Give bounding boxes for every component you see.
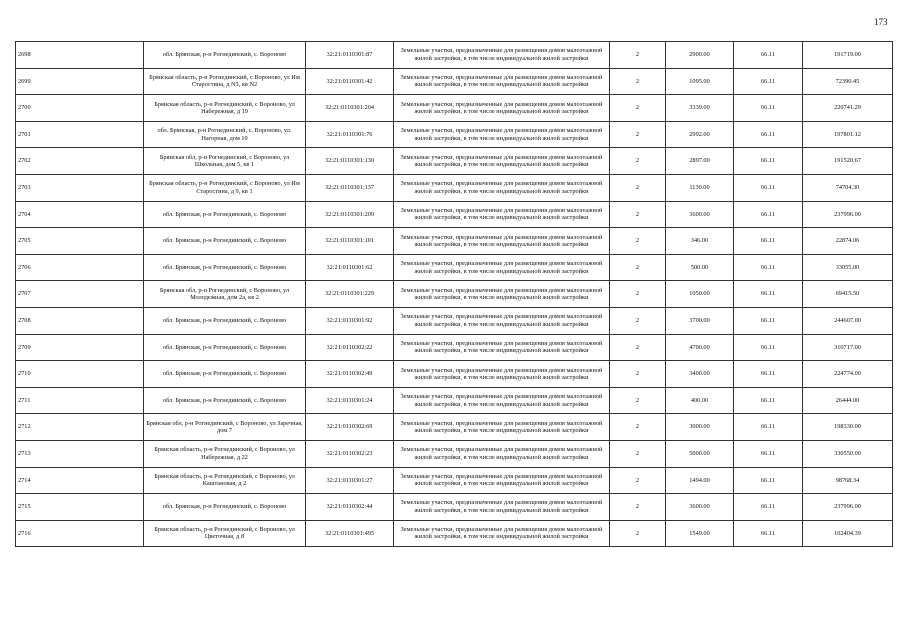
row-number: 2700: [16, 95, 144, 122]
row-specific-value: 66.11: [734, 361, 803, 388]
row-address: обл. Брянская, р-н Рогнединский, с. Вороново: [144, 42, 306, 69]
row-group: 2: [610, 361, 666, 388]
row-specific-value: 66.11: [734, 494, 803, 521]
row-group: 2: [610, 42, 666, 69]
row-address: Брянская область, р-н Рогнединский, с Вороново, ул Набережная, д 22: [144, 440, 306, 467]
row-specific-value: 66.11: [734, 387, 803, 414]
row-specific-value: 66.11: [734, 121, 803, 148]
row-group: 2: [610, 307, 666, 334]
row-group: 2: [610, 467, 666, 494]
table-row: [16, 95, 893, 122]
row-cadastral-value: 26444.00: [803, 387, 893, 414]
row-cadastral-value: 98768.34: [803, 467, 893, 494]
row-number: 2709: [16, 334, 144, 361]
row-cadastral-value: 220741.29: [803, 95, 893, 122]
row-specific-value: 66.11: [734, 467, 803, 494]
table-row: [16, 334, 893, 361]
row-address: Брянская область, р-н Рогнединский, с Вороново, ул Им Старостина, д 9, кв 1: [144, 174, 306, 201]
row-cadastral-number: 32:21:0110301:62: [306, 254, 394, 281]
row-number: 2710: [16, 361, 144, 388]
row-address: обл. Брянская, р-н Рогнединский, с. Вороново: [144, 228, 306, 255]
row-area: 500.00: [666, 254, 734, 281]
row-cadastral-value: 224774.00: [803, 361, 893, 388]
row-specific-value: 66.11: [734, 307, 803, 334]
row-cadastral-value: 33055.00: [803, 254, 893, 281]
table-row: [16, 467, 893, 494]
table-row: [16, 494, 893, 521]
row-permitted-use: Земельные участки, предназначенные для размещения домов малоэтажной жилой застройки, в том числе индивидуальной жилой застройки: [394, 494, 610, 521]
row-area: 346.00: [666, 228, 734, 255]
row-permitted-use: Земельные участки, предназначенные для размещения домов малоэтажной жилой застройки, в том числе индивидуальной жилой застройки: [394, 254, 610, 281]
row-area: 3600.00: [666, 494, 734, 521]
table-row: [16, 254, 893, 281]
row-area: 1130.00: [666, 174, 734, 201]
row-cadastral-number: 32:21:0110301:130: [306, 148, 394, 175]
row-number: 2712: [16, 414, 144, 441]
row-area: 3400.00: [666, 361, 734, 388]
row-number: 2706: [16, 254, 144, 281]
row-area: 2900.00: [666, 42, 734, 69]
row-specific-value: 66.11: [734, 228, 803, 255]
row-cadastral-number: 32:21:0110301:229: [306, 281, 394, 308]
row-group: 2: [610, 494, 666, 521]
row-address: обл. Брянская, р-н Рогнединский, с. Вороново: [144, 494, 306, 521]
table-row: [16, 414, 893, 441]
row-area: 2992.00: [666, 121, 734, 148]
row-permitted-use: Земельные участки, предназначенные для размещения домов малоэтажной жилой застройки, в том числе индивидуальной жилой застройки: [394, 387, 610, 414]
row-area: 3600.00: [666, 201, 734, 228]
row-group: 2: [610, 254, 666, 281]
row-group: 2: [610, 387, 666, 414]
table-row: [16, 42, 893, 69]
row-address: Брянская область, р-н Рогнединский, с Вороново, ул Им Старостина, д N3, кв N2: [144, 68, 306, 95]
row-group: 2: [610, 520, 666, 547]
row-cadastral-number: 32:21:0110302:49: [306, 361, 394, 388]
row-specific-value: 66.11: [734, 174, 803, 201]
row-address: Брянская обл, р-н Рогнединский, с Вороново, ул Молодежная, дом 2а, кв 2: [144, 281, 306, 308]
row-group: 2: [610, 121, 666, 148]
row-cadastral-number: 32:21:0110301:495: [306, 520, 394, 547]
row-cadastral-value: 102404.39: [803, 520, 893, 547]
table-row: [16, 68, 893, 95]
row-cadastral-value: 330550.00: [803, 440, 893, 467]
table-row: [16, 174, 893, 201]
row-area: 1050.00: [666, 281, 734, 308]
row-permitted-use: Земельные участки, предназначенные для размещения домов малоэтажной жилой застройки, в том числе индивидуальной жилой застройки: [394, 148, 610, 175]
row-permitted-use: Земельные участки, предназначенные для размещения домов малоэтажной жилой застройки, в том числе индивидуальной жилой застройки: [394, 307, 610, 334]
row-cadastral-number: 32:21:0110302:23: [306, 440, 394, 467]
row-specific-value: 66.11: [734, 95, 803, 122]
row-cadastral-value: 197801.12: [803, 121, 893, 148]
row-group: 2: [610, 95, 666, 122]
cadastral-valuation-table: [15, 41, 893, 547]
row-permitted-use: Земельные участки, предназначенные для размещения домов малоэтажной жилой застройки, в том числе индивидуальной жилой застройки: [394, 228, 610, 255]
row-address: обл. Брянская, р-н Рогнединский, с. Вороново, ул. Нагорная, дом 10: [144, 121, 306, 148]
row-number: 2699: [16, 68, 144, 95]
row-area: 1494.00: [666, 467, 734, 494]
row-number: 2704: [16, 201, 144, 228]
row-cadastral-number: 32:21:0110301:204: [306, 95, 394, 122]
row-permitted-use: Земельные участки, предназначенные для размещения домов малоэтажной жилой застройки, в том числе индивидуальной жилой застройки: [394, 121, 610, 148]
row-cadastral-value: 237996.00: [803, 494, 893, 521]
row-address: обл. Брянская, р-н Рогнединский, с. Вороново: [144, 254, 306, 281]
row-group: 2: [610, 334, 666, 361]
row-cadastral-number: 32:21:0110301:101: [306, 228, 394, 255]
table-row: [16, 228, 893, 255]
row-number: 2701: [16, 121, 144, 148]
row-area: 400.00: [666, 387, 734, 414]
row-cadastral-number: 32:21:0110301:27: [306, 467, 394, 494]
row-cadastral-value: 72390.45: [803, 68, 893, 95]
row-address: обл. Брянская, р-н Рогнединский, с. Вороново: [144, 361, 306, 388]
row-address: Брянская область, р-н Рогнединский, с Вороново, ул Набережная, д 19: [144, 95, 306, 122]
row-number: 2714: [16, 467, 144, 494]
row-group: 2: [610, 281, 666, 308]
row-number: 2707: [16, 281, 144, 308]
row-cadastral-value: 69415.50: [803, 281, 893, 308]
row-number: 2715: [16, 494, 144, 521]
table-row: [16, 201, 893, 228]
row-area: 1549.00: [666, 520, 734, 547]
row-group: 2: [610, 440, 666, 467]
row-permitted-use: Земельные участки, предназначенные для размещения домов малоэтажной жилой застройки, в том числе индивидуальной жилой застройки: [394, 201, 610, 228]
row-cadastral-value: 191520.67: [803, 148, 893, 175]
row-specific-value: 66.11: [734, 201, 803, 228]
row-cadastral-number: 32:21:0110301:24: [306, 387, 394, 414]
row-cadastral-number: 32:21:0110302:22: [306, 334, 394, 361]
row-specific-value: 66.11: [734, 520, 803, 547]
row-number: 2702: [16, 148, 144, 175]
row-specific-value: 66.11: [734, 281, 803, 308]
row-number: 2711: [16, 387, 144, 414]
table-row: [16, 440, 893, 467]
row-permitted-use: Земельные участки, предназначенные для размещения домов малоэтажной жилой застройки, в том числе индивидуальной жилой застройки: [394, 68, 610, 95]
row-group: 2: [610, 68, 666, 95]
page-number: 173: [874, 17, 888, 27]
row-permitted-use: Земельные участки, предназначенные для размещения домов малоэтажной жилой застройки, в том числе индивидуальной жилой застройки: [394, 95, 610, 122]
row-number: 2698: [16, 42, 144, 69]
row-cadastral-value: 191719.00: [803, 42, 893, 69]
row-cadastral-number: 32:21:0110302:69: [306, 414, 394, 441]
row-area: 2897.00: [666, 148, 734, 175]
row-cadastral-value: 244607.00: [803, 307, 893, 334]
row-cadastral-number: 32:21:0110302:44: [306, 494, 394, 521]
row-number: 2708: [16, 307, 144, 334]
row-specific-value: 66.11: [734, 42, 803, 69]
row-permitted-use: Земельные участки, предназначенные для размещения домов малоэтажной жилой застройки, в том числе индивидуальной жилой застройки: [394, 334, 610, 361]
row-address: обл. Брянская, р-н Рогнединский, с. Вороново: [144, 334, 306, 361]
row-permitted-use: Земельные участки, предназначенные для размещения домов малоэтажной жилой застройки, в том числе индивидуальной жилой застройки: [394, 467, 610, 494]
row-number: 2716: [16, 520, 144, 547]
row-specific-value: 66.11: [734, 414, 803, 441]
row-address: Брянская область, р-н Рогнединский, с Вороново, ул Каштановая, д 2: [144, 467, 306, 494]
row-cadastral-number: 32:21:0110301:209: [306, 201, 394, 228]
row-group: 2: [610, 201, 666, 228]
table-row: [16, 281, 893, 308]
row-address: обл. Брянская, р-н Рогнединский, с. Вороново: [144, 387, 306, 414]
row-cadastral-value: 237996.00: [803, 201, 893, 228]
row-permitted-use: Земельные участки, предназначенные для размещения домов малоэтажной жилой застройки, в том числе индивидуальной жилой застройки: [394, 174, 610, 201]
row-specific-value: 66.11: [734, 254, 803, 281]
row-address: обл. Брянская, р-н Рогнединский, с. Вороново: [144, 307, 306, 334]
row-area: 4700.00: [666, 334, 734, 361]
row-permitted-use: Земельные участки, предназначенные для размещения домов малоэтажной жилой застройки, в том числе индивидуальной жилой застройки: [394, 361, 610, 388]
row-area: 5000.00: [666, 440, 734, 467]
row-area: 3700.00: [666, 307, 734, 334]
row-area: 3000.00: [666, 414, 734, 441]
table-row: [16, 520, 893, 547]
row-address: Брянская обл, р-н Рогнединский, с Вороново, ул Заречная, дом 7: [144, 414, 306, 441]
row-specific-value: 66.11: [734, 334, 803, 361]
row-cadastral-number: 32:21:0110301:92: [306, 307, 394, 334]
row-cadastral-value: 310717.00: [803, 334, 893, 361]
row-specific-value: 66.11: [734, 68, 803, 95]
row-group: 2: [610, 414, 666, 441]
row-group: 2: [610, 148, 666, 175]
row-address: Брянская обл, р-н Рогнединский, с Вороново, ул Школьная, дом 5, кв 1: [144, 148, 306, 175]
row-cadastral-number: 32:21:0110301:87: [306, 42, 394, 69]
row-number: 2705: [16, 228, 144, 255]
row-cadastral-value: 22874.06: [803, 228, 893, 255]
row-cadastral-number: 32:21:0110301:137: [306, 174, 394, 201]
row-permitted-use: Земельные участки, предназначенные для размещения домов малоэтажной жилой застройки, в том числе индивидуальной жилой застройки: [394, 414, 610, 441]
row-cadastral-value: 74704.30: [803, 174, 893, 201]
row-specific-value: 66.11: [734, 148, 803, 175]
row-number: 2713: [16, 440, 144, 467]
row-permitted-use: Земельные участки, предназначенные для размещения домов малоэтажной жилой застройки, в том числе индивидуальной жилой застройки: [394, 440, 610, 467]
table-row: [16, 307, 893, 334]
row-area: 1095.00: [666, 68, 734, 95]
table-row: [16, 148, 893, 175]
table-row: [16, 361, 893, 388]
row-cadastral-number: 32:21:0110301:76: [306, 121, 394, 148]
table-row: [16, 387, 893, 414]
row-area: 3339.00: [666, 95, 734, 122]
table-row: [16, 121, 893, 148]
row-cadastral-number: 32:21:0110301:42: [306, 68, 394, 95]
table-body: [16, 42, 893, 547]
row-address: Брянская область, р-н Рогнединский, с Вороново, ул Цветочная, д 8: [144, 520, 306, 547]
row-permitted-use: Земельные участки, предназначенные для размещения домов малоэтажной жилой застройки, в том числе индивидуальной жилой застройки: [394, 520, 610, 547]
row-permitted-use: Земельные участки, предназначенные для размещения домов малоэтажной жилой застройки, в том числе индивидуальной жилой застройки: [394, 42, 610, 69]
row-permitted-use: Земельные участки, предназначенные для размещения домов малоэтажной жилой застройки, в том числе индивидуальной жилой застройки: [394, 281, 610, 308]
row-specific-value: 66.11: [734, 440, 803, 467]
row-number: 2703: [16, 174, 144, 201]
row-cadastral-value: 198330.00: [803, 414, 893, 441]
row-group: 2: [610, 174, 666, 201]
row-address: обл. Брянская, р-н Рогнединский, с. Вороново: [144, 201, 306, 228]
row-group: 2: [610, 228, 666, 255]
